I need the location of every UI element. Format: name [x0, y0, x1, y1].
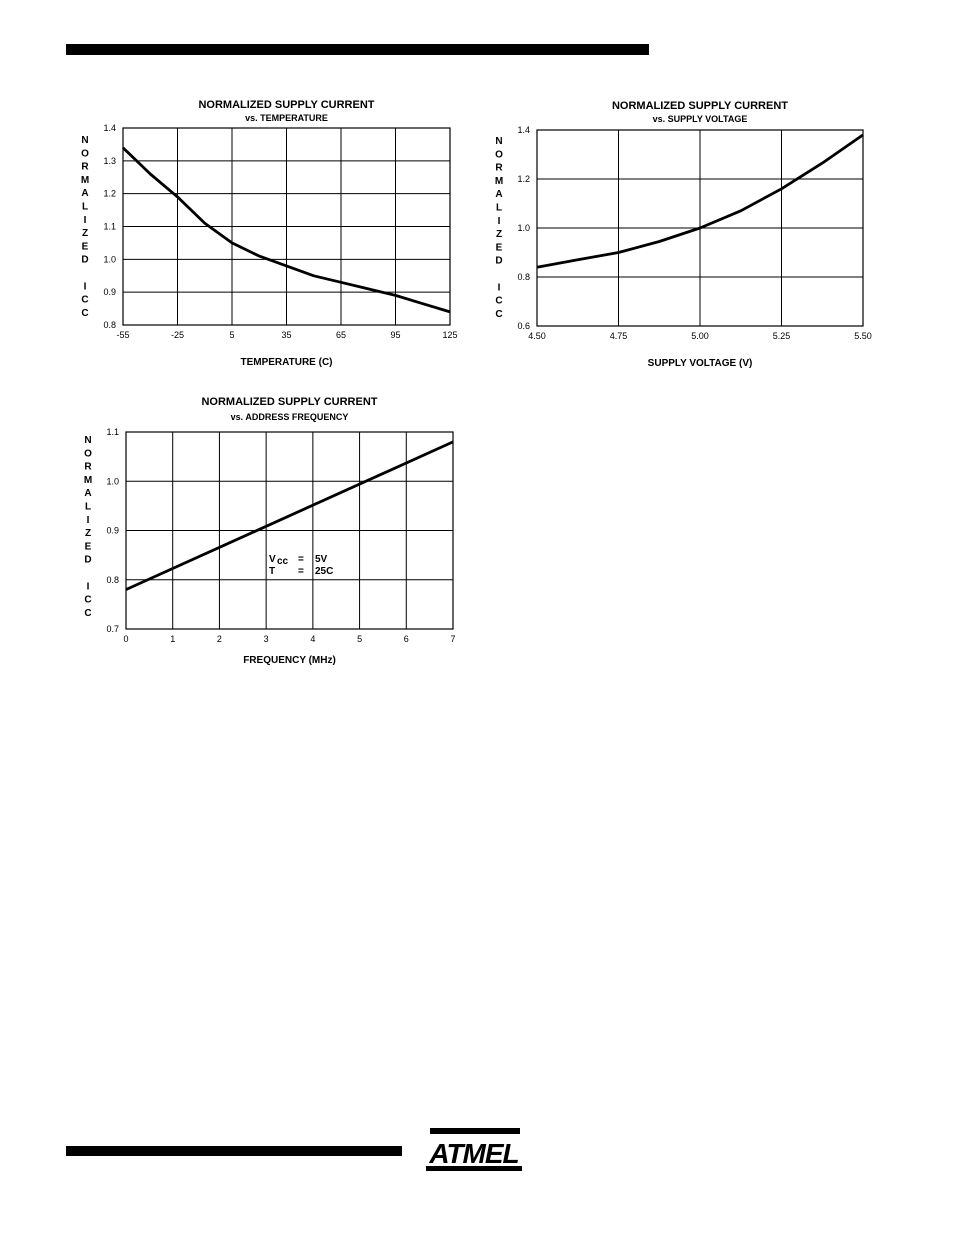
- y-axis-label-char: Z: [81, 228, 89, 240]
- y-axis-label-char: C: [495, 295, 503, 307]
- y-tick-label: 0.9: [106, 525, 119, 536]
- y-axis-label-char: A: [495, 189, 503, 201]
- y-axis-label-char: O: [81, 148, 89, 160]
- y-tick-label: 1.2: [517, 174, 530, 184]
- x-tick-label: 1: [170, 634, 176, 644]
- y-axis-label-char: Z: [495, 229, 503, 241]
- y-axis-label-char: E: [81, 241, 89, 253]
- y-axis-label-char: I: [497, 215, 501, 227]
- x-tick-label: 7: [450, 634, 456, 644]
- y-axis-label-char: C: [81, 294, 89, 306]
- y-axis-label-char: Z: [84, 528, 92, 540]
- y-axis-label-char: M: [494, 175, 504, 187]
- y-axis-label-char: I: [86, 581, 90, 593]
- x-tick-label: 0: [123, 634, 129, 644]
- y-axis-label-char: C: [84, 594, 92, 606]
- y-axis-label: [81, 135, 90, 319]
- annotation-label: V: [269, 554, 276, 565]
- annotation-subscript: cc: [277, 556, 289, 567]
- y-axis-label-char: [87, 568, 90, 579]
- x-tick-label: 95: [390, 330, 401, 340]
- y-tick-label: 0.8: [103, 320, 116, 330]
- y-axis-label-char: N: [81, 135, 89, 146]
- y-axis-label-char: [84, 268, 87, 279]
- x-tick-label: 6: [403, 634, 409, 644]
- chart-subtitle: vs. TEMPERATURE: [245, 113, 328, 123]
- y-tick-label: 0.7: [106, 624, 119, 634]
- x-tick-label: 65: [335, 330, 347, 340]
- y-axis-label-char: D: [84, 554, 92, 566]
- y-axis-label: [84, 435, 93, 619]
- chart-subtitle: vs. SUPPLY VOLTAGE: [652, 114, 748, 124]
- chart-supply-current-vs-frequency: [60, 388, 470, 678]
- y-axis-label-char: I: [83, 281, 87, 293]
- y-axis-label-char: D: [495, 255, 503, 267]
- y-tick-label: 1.4: [103, 123, 116, 133]
- logo-wordmark: ATMEL: [429, 1138, 519, 1169]
- y-axis-label-char: C: [495, 308, 503, 320]
- y-tick-label: 1.2: [103, 188, 116, 199]
- chart-title: NORMALIZED SUPPLY CURRENT: [198, 99, 375, 111]
- chart-svg: [60, 388, 470, 678]
- y-tick-label: 1.0: [106, 476, 119, 487]
- annotation-value: 5V: [315, 554, 328, 565]
- y-tick-label: 0.9: [103, 287, 116, 298]
- y-axis-label-char: N: [84, 435, 92, 446]
- annotation-equals: =: [298, 554, 304, 565]
- chart-supply-current-vs-temperature: [60, 90, 470, 380]
- y-axis-label-char: I: [83, 214, 87, 226]
- y-axis-label-char: O: [495, 149, 503, 161]
- chart-svg: [470, 90, 890, 380]
- y-axis-label-char: E: [84, 541, 92, 553]
- x-tick-label: 4: [310, 634, 316, 644]
- x-tick-label: 125: [442, 330, 458, 340]
- chart-subtitle: vs. ADDRESS FREQUENCY: [230, 412, 349, 422]
- x-axis-label: FREQUENCY (MHz): [243, 655, 336, 666]
- x-tick-label: 2: [216, 634, 222, 644]
- y-tick-label: 0.8: [106, 574, 119, 585]
- y-tick-label: 1.4: [517, 125, 530, 135]
- y-axis-label-char: R: [84, 461, 92, 473]
- x-tick-label: 5: [229, 330, 235, 340]
- chart-svg: [60, 90, 470, 380]
- y-axis-label-char: O: [84, 448, 92, 460]
- y-axis-label-char: I: [497, 282, 501, 294]
- y-tick-label: 0.8: [517, 272, 530, 282]
- y-tick-label: 1.0: [103, 254, 116, 265]
- y-tick-label: 1.1: [103, 221, 116, 232]
- x-tick-label: -55: [116, 330, 130, 340]
- y-axis-label-char: A: [81, 188, 89, 200]
- y-axis-label-char: C: [81, 307, 89, 319]
- y-axis-label-char: R: [81, 161, 89, 173]
- y-axis-label-char: M: [83, 474, 93, 486]
- atmel-logo: [426, 1126, 524, 1174]
- annotation-value: 25C: [315, 566, 334, 577]
- y-tick-label: 1.1: [106, 427, 119, 437]
- y-axis-label-char: C: [84, 607, 92, 619]
- x-tick-label: 3: [263, 634, 269, 644]
- chart-supply-current-vs-voltage: [470, 90, 890, 380]
- x-tick-label: 5.50: [854, 331, 872, 341]
- y-tick-label: 1.3: [103, 155, 116, 166]
- y-axis-label-char: R: [495, 162, 503, 174]
- series-line: [126, 442, 453, 590]
- chart-title: NORMALIZED SUPPLY CURRENT: [201, 396, 378, 408]
- annotation-label: T: [269, 566, 276, 577]
- y-axis-label-char: L: [495, 202, 503, 214]
- x-tick-label: -25: [170, 330, 185, 340]
- y-axis-label-char: L: [84, 501, 92, 513]
- y-axis-label-char: M: [80, 174, 90, 186]
- header-rule: [66, 44, 649, 55]
- y-axis-label-char: A: [84, 488, 92, 500]
- y-axis-label-char: N: [495, 136, 503, 147]
- footer-rule: [66, 1146, 402, 1156]
- y-axis-label-char: I: [86, 514, 90, 526]
- y-axis-label-char: [498, 269, 501, 280]
- chart-title: NORMALIZED SUPPLY CURRENT: [611, 100, 789, 112]
- y-axis-label-char: E: [495, 242, 503, 254]
- y-tick-label: 1.0: [517, 223, 530, 233]
- x-tick-label: 4.75: [609, 331, 628, 341]
- y-tick-label: 0.6: [517, 321, 530, 331]
- y-axis-label: [495, 136, 504, 320]
- annotation-equals: =: [298, 566, 304, 577]
- y-axis-label-char: D: [81, 254, 89, 266]
- x-tick-label: 5.25: [772, 331, 791, 341]
- x-tick-label: 5: [357, 634, 363, 644]
- x-tick-label: 5.00: [691, 331, 709, 341]
- x-tick-label: 35: [281, 330, 292, 340]
- x-axis-label: SUPPLY VOLTAGE (V): [647, 358, 753, 369]
- y-axis-label-char: L: [81, 201, 89, 213]
- x-tick-label: 4.50: [528, 331, 546, 341]
- x-axis-label: TEMPERATURE (C): [240, 357, 333, 368]
